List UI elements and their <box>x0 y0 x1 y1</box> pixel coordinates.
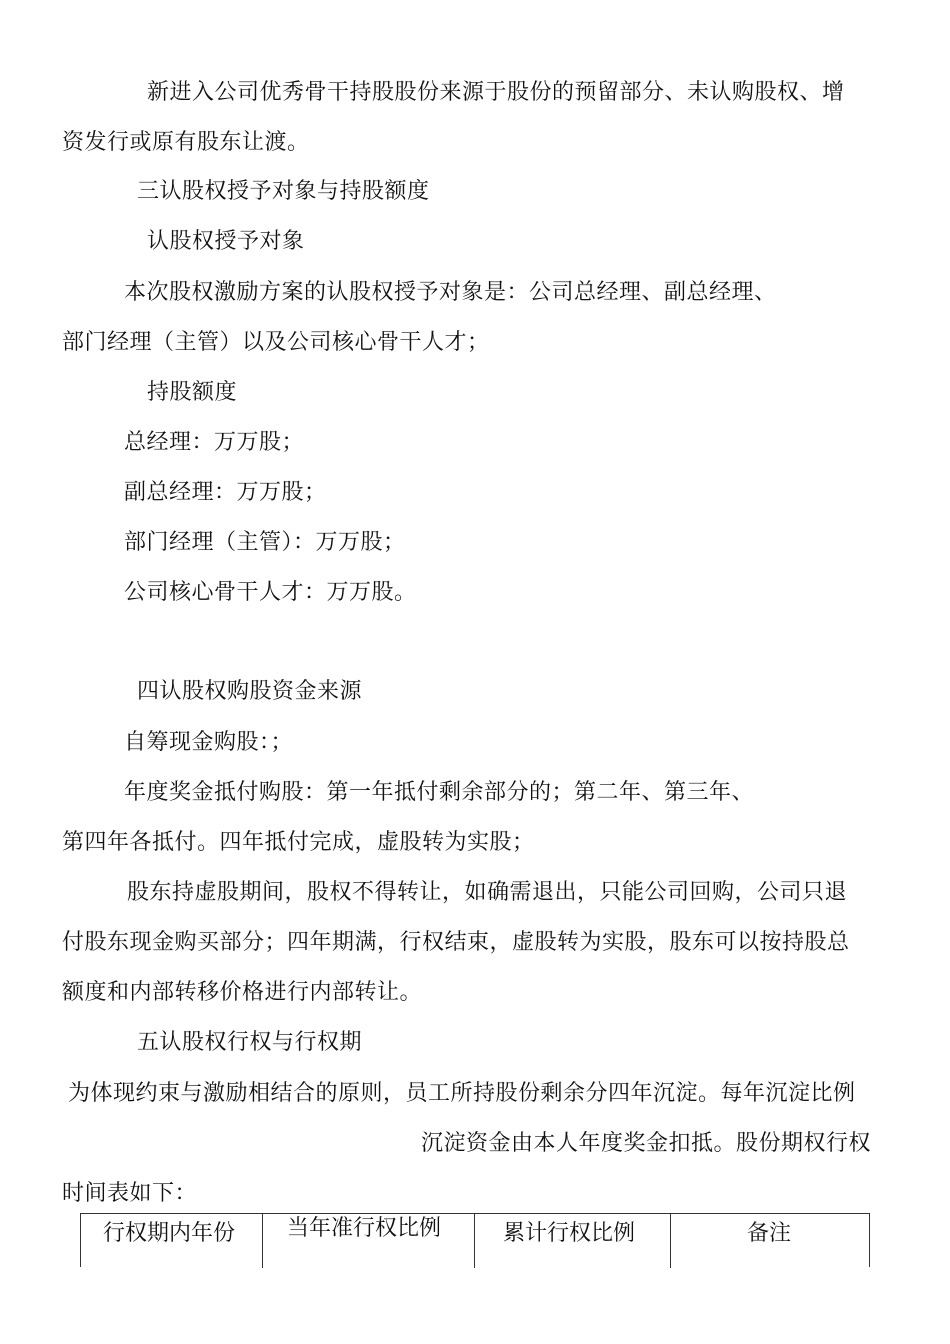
paragraph: 第四年各抵付。四年抵付完成，虚股转为实股； <box>62 830 535 855</box>
section-heading: 五认股权行权与行权期 <box>137 1030 363 1055</box>
table-header-cell: 累计行权比例 <box>503 1221 636 1246</box>
paragraph: 资发行或原有股东让渡。 <box>62 130 310 155</box>
exercise-schedule-table <box>80 1213 870 1267</box>
list-item: 部门经理（主管）：万万股； <box>124 530 406 555</box>
paragraph: 为体现约束与激励相结合的原则，员工所持股份剩余分四年沉淀。每年沉淀比例 <box>68 1081 856 1106</box>
paragraph: 自筹现金购股：； <box>124 730 294 755</box>
column-divider <box>262 1214 263 1268</box>
paragraph: 时间表如下： <box>62 1181 198 1206</box>
table-header-cell: 行权期内年份 <box>103 1221 236 1246</box>
table-header-cell: 当年准行权比例 <box>287 1216 442 1241</box>
list-item: 公司核心骨干人才：万万股。 <box>124 580 417 605</box>
paragraph: 额度和内部转移价格进行内部转让。 <box>62 980 423 1005</box>
paragraph: 沉淀资金由本人年度奖金扣抵。股份期权行权 <box>421 1131 872 1156</box>
section-heading: 四认股权购股资金来源 <box>137 679 363 704</box>
table-header-cell: 备注 <box>747 1221 792 1246</box>
section-heading: 三认股权授予对象与持股额度 <box>137 179 430 204</box>
list-item: 副总经理：万万股； <box>124 480 327 505</box>
paragraph: 新进入公司优秀骨干持股股份来源于股份的预留部分、未认购股权、增 <box>147 80 845 105</box>
sub-heading: 持股额度 <box>147 380 238 405</box>
column-divider <box>670 1214 671 1268</box>
paragraph: 股东持虚股期间，股权不得转让，如确需退出，只能公司回购，公司只退 <box>127 880 848 905</box>
paragraph: 年度奖金抵付购股：第一年抵付剩余部分的；第二年、第三年、 <box>124 780 755 805</box>
paragraph: 部门经理（主管）以及公司核心骨干人才； <box>62 330 490 355</box>
sub-heading: 认股权授予对象 <box>147 229 305 254</box>
paragraph: 本次股权激励方案的认股权授予对象是：公司总经理、副总经理、 <box>124 280 777 305</box>
paragraph: 付股东现金购买部分；四年期满，行权结束，虚股转为实股，股东可以按持股总 <box>62 930 850 955</box>
column-divider <box>474 1214 475 1268</box>
list-item: 总经理：万万股； <box>124 430 305 455</box>
